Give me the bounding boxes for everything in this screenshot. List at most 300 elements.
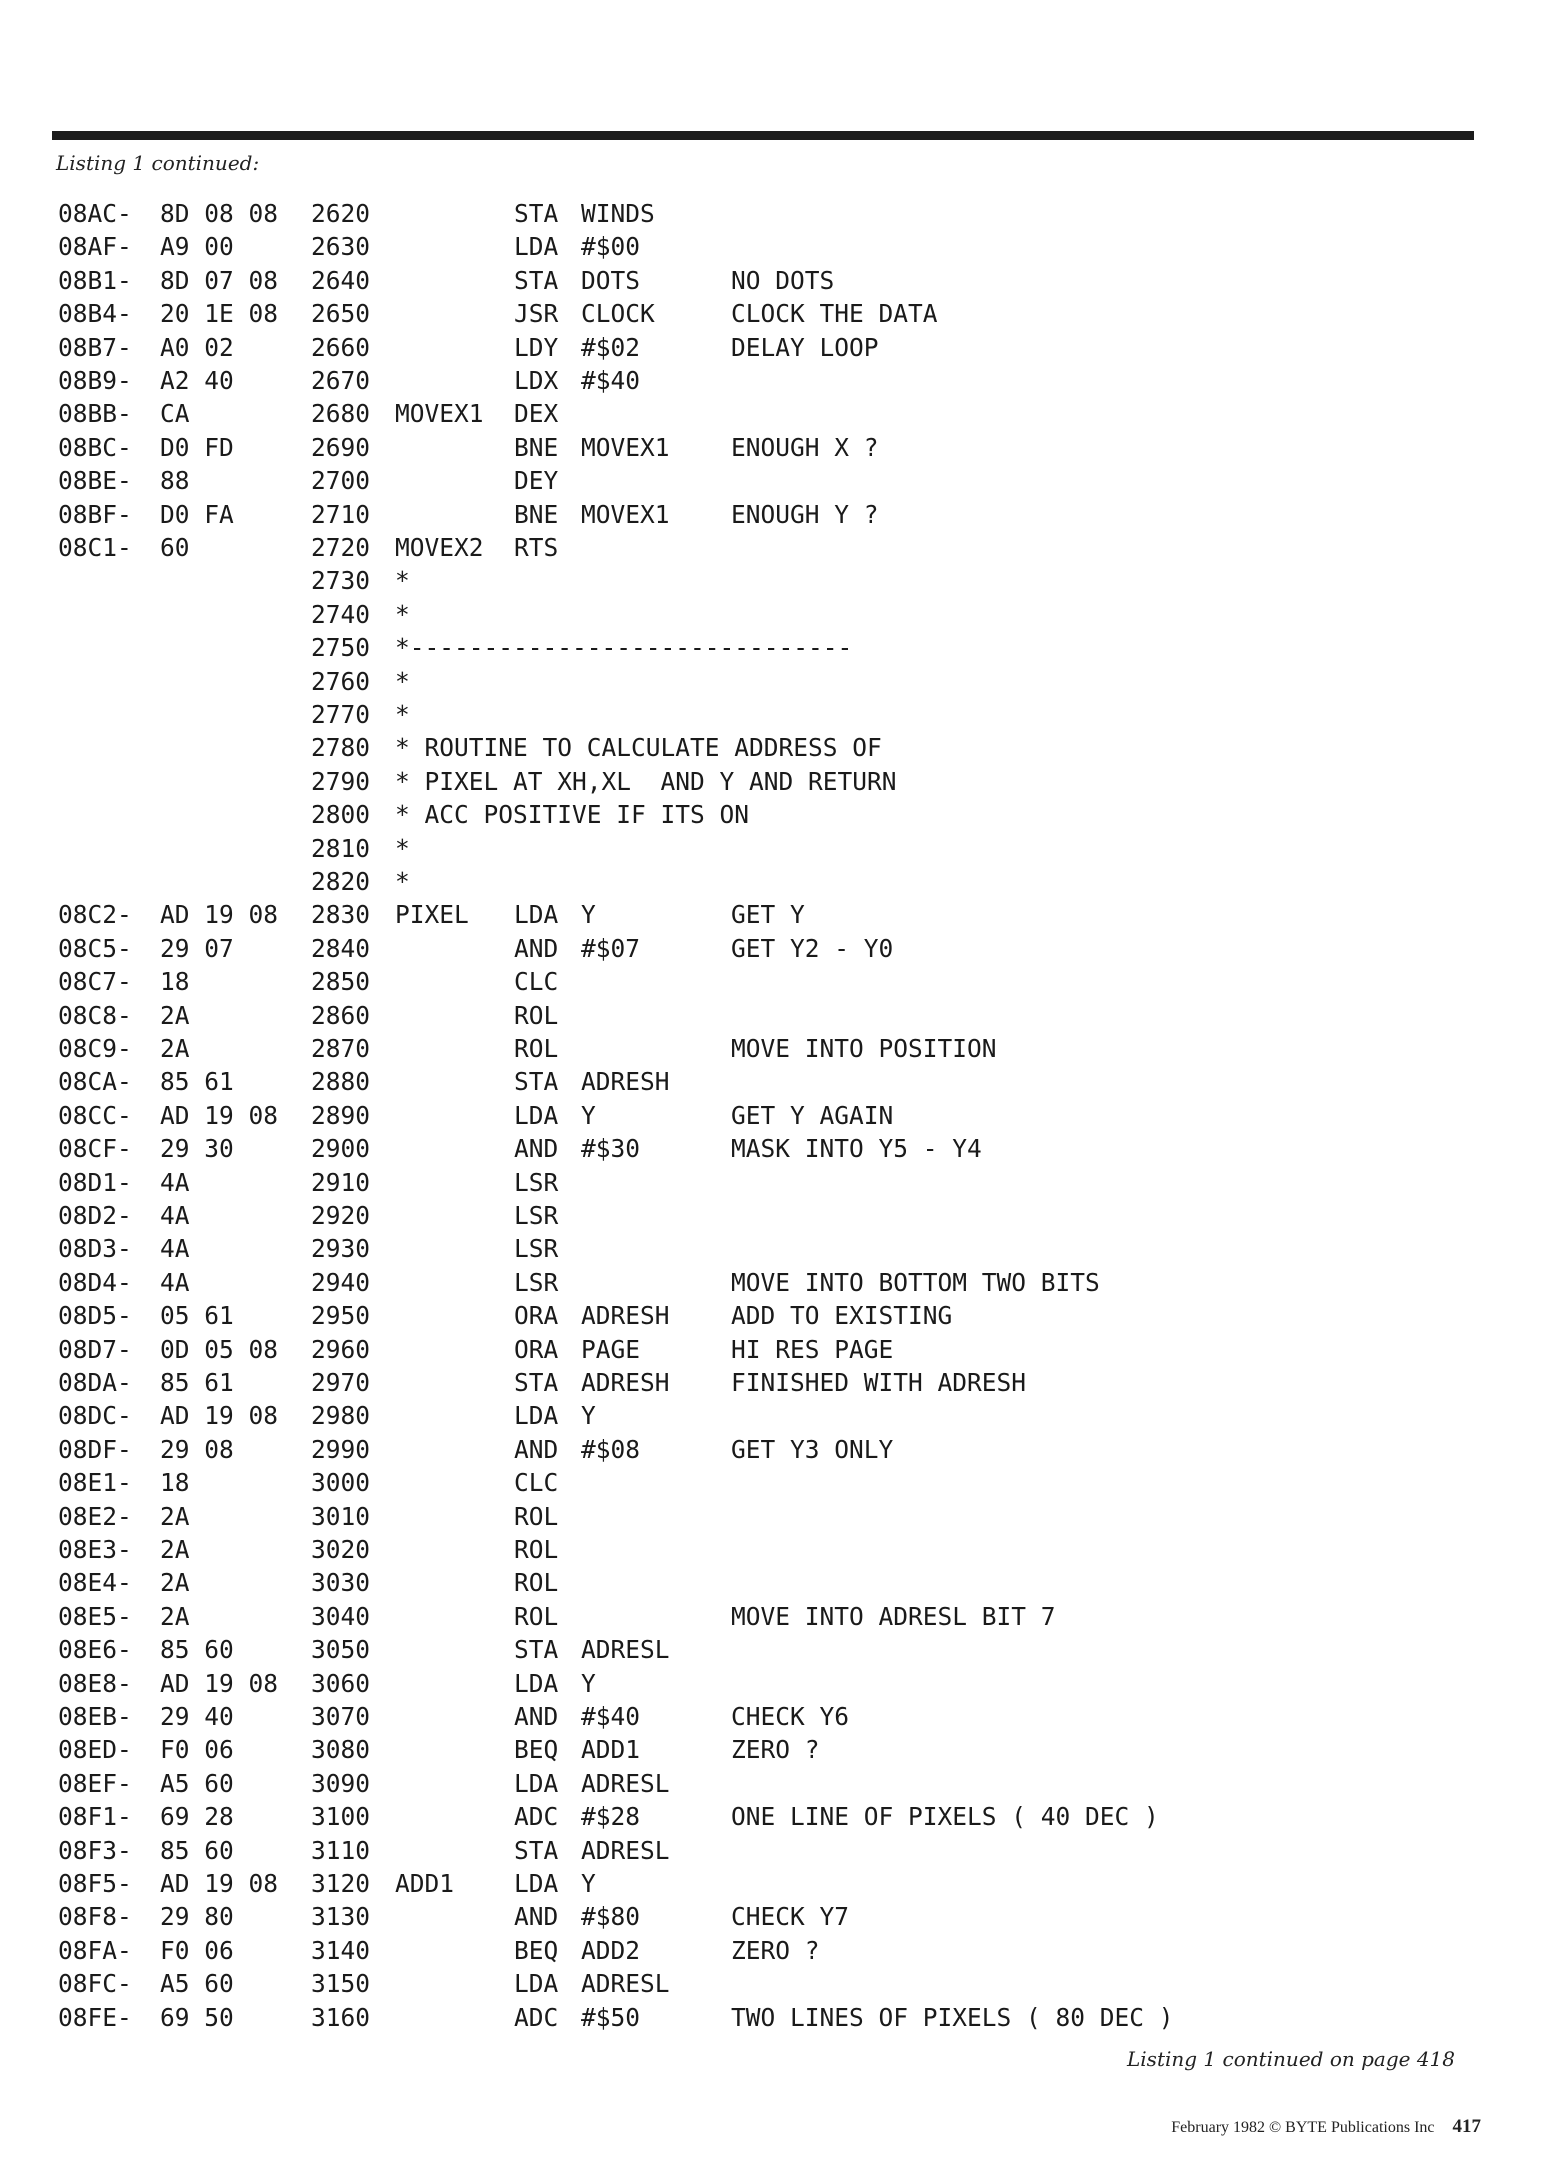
operand: Y — [581, 1669, 596, 1698]
address: 08F3- — [58, 1836, 132, 1865]
listing-line — [0, 1266, 1543, 1300]
object-bytes: 85 61 — [160, 1368, 234, 1397]
listing-line — [0, 1399, 1543, 1433]
line-number: 2750 — [311, 633, 371, 662]
opcode: LDA — [514, 1101, 559, 1130]
line-number: 2940 — [311, 1268, 371, 1297]
object-bytes: 8D 07 08 — [160, 266, 279, 295]
address: 08F5- — [58, 1869, 132, 1898]
line-number: 2930 — [311, 1234, 371, 1263]
comment: CLOCK THE DATA — [731, 299, 938, 328]
label: MOVEX2 — [395, 533, 484, 562]
opcode: ROL — [514, 1535, 559, 1564]
listing-line — [0, 431, 1543, 465]
listing-line — [0, 1366, 1543, 1400]
opcode: ORA — [514, 1335, 559, 1364]
object-bytes: AD 19 08 — [160, 1669, 279, 1698]
line-number: 3160 — [311, 2003, 371, 2032]
opcode: STA — [514, 266, 559, 295]
line-number: 3020 — [311, 1535, 371, 1564]
operand: CLOCK — [581, 299, 655, 328]
line-number: 2670 — [311, 366, 371, 395]
listing-line — [0, 1433, 1543, 1467]
address: 08E1- — [58, 1468, 132, 1497]
comment: HI RES PAGE — [731, 1335, 894, 1364]
comment: GET Y — [731, 900, 805, 929]
listing-line — [0, 1667, 1543, 1701]
listing-line — [0, 932, 1543, 966]
object-bytes: 18 — [160, 1468, 190, 1497]
address: 08FA- — [58, 1936, 132, 1965]
address: 08EF- — [58, 1769, 132, 1798]
comment: GET Y2 - Y0 — [731, 934, 894, 963]
address: 08BC- — [58, 433, 132, 462]
operand: ADD2 — [581, 1936, 641, 1965]
address: 08C9- — [58, 1034, 132, 1063]
opcode: LSR — [514, 1234, 559, 1263]
listing-line — [0, 2001, 1543, 2035]
line-number: 3120 — [311, 1869, 371, 1898]
listing-line — [0, 1633, 1543, 1667]
listing-line — [0, 865, 1543, 899]
object-bytes: 85 61 — [160, 1067, 234, 1096]
listing-line — [0, 598, 1543, 632]
line-number: 2960 — [311, 1335, 371, 1364]
listing-line — [0, 464, 1543, 498]
operand: ADRESH — [581, 1368, 670, 1397]
object-bytes: 4A — [160, 1268, 190, 1297]
object-bytes: 2A — [160, 1568, 190, 1597]
object-bytes: 69 28 — [160, 1802, 234, 1831]
object-bytes: 18 — [160, 967, 190, 996]
page-footer — [1171, 2116, 1481, 2138]
listing-line — [0, 397, 1543, 431]
opcode: CLC — [514, 1468, 559, 1497]
opcode: ROL — [514, 1602, 559, 1631]
opcode: BEQ — [514, 1735, 559, 1764]
comment: ENOUGH X ? — [731, 433, 879, 462]
source-text: * — [395, 834, 410, 863]
listing-line — [0, 1900, 1543, 1934]
opcode: LDX — [514, 366, 559, 395]
listing-line — [0, 264, 1543, 298]
listing-line — [0, 898, 1543, 932]
opcode: ADC — [514, 2003, 559, 2032]
listing-line — [0, 1065, 1543, 1099]
opcode: BNE — [514, 433, 559, 462]
listing-line — [0, 1600, 1543, 1634]
opcode: ADC — [514, 1802, 559, 1831]
address: 08E8- — [58, 1669, 132, 1698]
line-number: 2820 — [311, 867, 371, 896]
listing-line — [0, 765, 1543, 799]
operand: #$08 — [581, 1435, 641, 1464]
object-bytes: 29 07 — [160, 934, 234, 963]
object-bytes: 0D 05 08 — [160, 1335, 279, 1364]
line-number: 2850 — [311, 967, 371, 996]
address: 08D3- — [58, 1234, 132, 1263]
line-number: 3110 — [311, 1836, 371, 1865]
line-number: 2740 — [311, 600, 371, 629]
object-bytes: 29 80 — [160, 1902, 234, 1931]
listing-line — [0, 999, 1543, 1033]
object-bytes: 69 50 — [160, 2003, 234, 2032]
source-text: *------------------------------ — [395, 633, 853, 662]
object-bytes: AD 19 08 — [160, 1869, 279, 1898]
opcode: LDA — [514, 1869, 559, 1898]
operand: Y — [581, 1869, 596, 1898]
address: 08E6- — [58, 1635, 132, 1664]
object-bytes: 85 60 — [160, 1635, 234, 1664]
line-number: 2900 — [311, 1134, 371, 1163]
address: 08ED- — [58, 1735, 132, 1764]
object-bytes: 05 61 — [160, 1301, 234, 1330]
listing-line — [0, 1733, 1543, 1767]
address: 08D1- — [58, 1168, 132, 1197]
continued-note: Listing 1 continued on page 418 — [1127, 2047, 1455, 2071]
address: 08E4- — [58, 1568, 132, 1597]
comment: CHECK Y7 — [731, 1902, 850, 1931]
object-bytes: 20 1E 08 — [160, 299, 279, 328]
opcode: LDA — [514, 900, 559, 929]
address: 08D4- — [58, 1268, 132, 1297]
line-number: 2720 — [311, 533, 371, 562]
address: 08B7- — [58, 333, 132, 362]
opcode: JSR — [514, 299, 559, 328]
source-text: * — [395, 867, 410, 896]
listing-line — [0, 1700, 1543, 1734]
listing-line — [0, 331, 1543, 365]
listing-line — [0, 665, 1543, 699]
object-bytes: 29 30 — [160, 1134, 234, 1163]
operand: ADRESL — [581, 1969, 670, 1998]
opcode: DEX — [514, 399, 559, 428]
listing-line — [0, 1800, 1543, 1834]
line-number: 2810 — [311, 834, 371, 863]
opcode: ROL — [514, 1034, 559, 1063]
opcode: LSR — [514, 1268, 559, 1297]
line-number: 2970 — [311, 1368, 371, 1397]
operand: #$07 — [581, 934, 641, 963]
line-number: 2800 — [311, 800, 371, 829]
opcode: AND — [514, 1902, 559, 1931]
line-number: 2760 — [311, 667, 371, 696]
line-number: 3000 — [311, 1468, 371, 1497]
operand: #$02 — [581, 333, 641, 362]
opcode: LDY — [514, 333, 559, 362]
operand: #$40 — [581, 366, 641, 395]
object-bytes: 29 40 — [160, 1702, 234, 1731]
comment: ZERO ? — [731, 1735, 820, 1764]
object-bytes: F0 06 — [160, 1735, 234, 1764]
page-number: 417 — [1452, 2116, 1481, 2137]
listing-line — [0, 698, 1543, 732]
listing-line — [0, 1500, 1543, 1534]
object-bytes: A2 40 — [160, 366, 234, 395]
line-number: 2910 — [311, 1168, 371, 1197]
operand: Y — [581, 1401, 596, 1430]
comment: MOVE INTO POSITION — [731, 1034, 997, 1063]
address: 08D7- — [58, 1335, 132, 1364]
opcode: BNE — [514, 500, 559, 529]
label: PIXEL — [395, 900, 469, 929]
line-number: 3030 — [311, 1568, 371, 1597]
address: 08C8- — [58, 1001, 132, 1030]
opcode: LSR — [514, 1168, 559, 1197]
operand: #$28 — [581, 1802, 641, 1831]
listing-line — [0, 1466, 1543, 1500]
address: 08BB- — [58, 399, 132, 428]
line-number: 2640 — [311, 266, 371, 295]
object-bytes: A5 60 — [160, 1969, 234, 1998]
opcode: AND — [514, 1702, 559, 1731]
object-bytes: AD 19 08 — [160, 1401, 279, 1430]
object-bytes: AD 19 08 — [160, 1101, 279, 1130]
listing-line — [0, 631, 1543, 665]
operand: ADRESH — [581, 1067, 670, 1096]
listing-line — [0, 832, 1543, 866]
line-number: 2790 — [311, 767, 371, 796]
object-bytes: CA — [160, 399, 190, 428]
line-number: 2690 — [311, 433, 371, 462]
operand: #$80 — [581, 1902, 641, 1931]
object-bytes: A9 00 — [160, 232, 234, 261]
listing-line — [0, 1166, 1543, 1200]
line-number: 2990 — [311, 1435, 371, 1464]
line-number: 2780 — [311, 733, 371, 762]
opcode: CLC — [514, 967, 559, 996]
operand: #$00 — [581, 232, 641, 261]
object-bytes: 2A — [160, 1001, 190, 1030]
address: 08DA- — [58, 1368, 132, 1397]
operand: #$50 — [581, 2003, 641, 2032]
object-bytes: A5 60 — [160, 1769, 234, 1798]
opcode: LDA — [514, 1401, 559, 1430]
operand: #$40 — [581, 1702, 641, 1731]
address: 08D5- — [58, 1301, 132, 1330]
line-number: 2920 — [311, 1201, 371, 1230]
opcode: ROL — [514, 1502, 559, 1531]
object-bytes: 4A — [160, 1234, 190, 1263]
object-bytes: 4A — [160, 1201, 190, 1230]
source-text: * — [395, 566, 410, 595]
operand: WINDS — [581, 199, 655, 228]
line-number: 3130 — [311, 1902, 371, 1931]
object-bytes: 85 60 — [160, 1836, 234, 1865]
listing-line — [0, 1566, 1543, 1600]
comment: NO DOTS — [731, 266, 835, 295]
line-number: 2880 — [311, 1067, 371, 1096]
opcode: ROL — [514, 1568, 559, 1597]
object-bytes: 4A — [160, 1168, 190, 1197]
footer-text: February 1982 © BYTE Publications Inc — [1171, 2119, 1435, 2136]
line-number: 3150 — [311, 1969, 371, 1998]
address: 08FC- — [58, 1969, 132, 1998]
object-bytes: 2A — [160, 1602, 190, 1631]
address: 08CF- — [58, 1134, 132, 1163]
comment: DELAY LOOP — [731, 333, 879, 362]
object-bytes: 2A — [160, 1502, 190, 1531]
line-number: 3070 — [311, 1702, 371, 1731]
operand: ADRESL — [581, 1836, 670, 1865]
source-text: * — [395, 667, 410, 696]
address: 08B9- — [58, 366, 132, 395]
listing-line — [0, 1132, 1543, 1166]
address: 08C7- — [58, 967, 132, 996]
line-number: 3060 — [311, 1669, 371, 1698]
operand: Y — [581, 1101, 596, 1130]
opcode: BEQ — [514, 1936, 559, 1965]
listing-line — [0, 498, 1543, 532]
address: 08E5- — [58, 1602, 132, 1631]
address: 08E2- — [58, 1502, 132, 1531]
comment: ADD TO EXISTING — [731, 1301, 953, 1330]
source-text: * — [395, 600, 410, 629]
listing-line — [0, 1099, 1543, 1133]
address: 08C5- — [58, 934, 132, 963]
address: 08C2- — [58, 900, 132, 929]
listing-line — [0, 1967, 1543, 2001]
address: 08E3- — [58, 1535, 132, 1564]
opcode: STA — [514, 1836, 559, 1865]
address: 08D2- — [58, 1201, 132, 1230]
comment: MASK INTO Y5 - Y4 — [731, 1134, 982, 1163]
comment: ZERO ? — [731, 1936, 820, 1965]
opcode: LDA — [514, 1669, 559, 1698]
line-number: 3010 — [311, 1502, 371, 1531]
address: 08F1- — [58, 1802, 132, 1831]
object-bytes: 2A — [160, 1034, 190, 1063]
object-bytes: AD 19 08 — [160, 900, 279, 929]
address: 08CC- — [58, 1101, 132, 1130]
address: 08FE- — [58, 2003, 132, 2032]
listing-line — [0, 197, 1543, 231]
listing-line — [0, 297, 1543, 331]
address: 08F8- — [58, 1902, 132, 1931]
line-number: 3080 — [311, 1735, 371, 1764]
operand: PAGE — [581, 1335, 641, 1364]
listing-line — [0, 731, 1543, 765]
address: 08B1- — [58, 266, 132, 295]
object-bytes: D0 FD — [160, 433, 234, 462]
line-number: 2890 — [311, 1101, 371, 1130]
label: MOVEX1 — [395, 399, 484, 428]
address: 08C1- — [58, 533, 132, 562]
object-bytes: F0 06 — [160, 1936, 234, 1965]
opcode: STA — [514, 1368, 559, 1397]
operand: ADRESL — [581, 1635, 670, 1664]
address: 08BE- — [58, 466, 132, 495]
comment: GET Y AGAIN — [731, 1101, 894, 1130]
address: 08AF- — [58, 232, 132, 261]
address: 08B4- — [58, 299, 132, 328]
operand: ADD1 — [581, 1735, 641, 1764]
line-number: 3040 — [311, 1602, 371, 1631]
listing-line — [0, 1767, 1543, 1801]
listing-line — [0, 230, 1543, 264]
source-text: * PIXEL AT XH,XL AND Y AND RETURN — [395, 767, 897, 796]
source-text: * — [395, 700, 410, 729]
address: 08AC- — [58, 199, 132, 228]
operand: ADRESH — [581, 1301, 670, 1330]
comment: MOVE INTO BOTTOM TWO BITS — [731, 1268, 1100, 1297]
address: 08DC- — [58, 1401, 132, 1430]
line-number: 2860 — [311, 1001, 371, 1030]
address: 08EB- — [58, 1702, 132, 1731]
line-number: 2730 — [311, 566, 371, 595]
object-bytes: A0 02 — [160, 333, 234, 362]
line-number: 2830 — [311, 900, 371, 929]
listing-line — [0, 1199, 1543, 1233]
address: 08BF- — [58, 500, 132, 529]
opcode: LDA — [514, 1769, 559, 1798]
opcode: STA — [514, 1635, 559, 1664]
opcode: LSR — [514, 1201, 559, 1230]
comment: ENOUGH Y ? — [731, 500, 879, 529]
operand: MOVEX1 — [581, 433, 670, 462]
opcode: RTS — [514, 533, 559, 562]
listing-line — [0, 965, 1543, 999]
opcode: LDA — [514, 1969, 559, 1998]
line-number: 2620 — [311, 199, 371, 228]
comment: GET Y3 ONLY — [731, 1435, 894, 1464]
opcode: ROL — [514, 1001, 559, 1030]
opcode: STA — [514, 199, 559, 228]
line-number: 2840 — [311, 934, 371, 963]
opcode: AND — [514, 1134, 559, 1163]
listing-line — [0, 364, 1543, 398]
line-number: 2650 — [311, 299, 371, 328]
opcode: STA — [514, 1067, 559, 1096]
line-number: 2980 — [311, 1401, 371, 1430]
listing-line — [0, 1533, 1543, 1567]
line-number: 2950 — [311, 1301, 371, 1330]
listing-line — [0, 531, 1543, 565]
line-number: 3090 — [311, 1769, 371, 1798]
listing-line — [0, 1867, 1543, 1901]
listing-caption: Listing 1 continued: — [56, 151, 260, 175]
listing-line — [0, 1299, 1543, 1333]
line-number: 3100 — [311, 1802, 371, 1831]
line-number: 2710 — [311, 500, 371, 529]
opcode: AND — [514, 934, 559, 963]
operand: DOTS — [581, 266, 641, 295]
line-number: 2870 — [311, 1034, 371, 1063]
comment: ONE LINE OF PIXELS ( 40 DEC ) — [731, 1802, 1159, 1831]
source-text: * ROUTINE TO CALCULATE ADDRESS OF — [395, 733, 882, 762]
listing-line — [0, 1333, 1543, 1367]
opcode: AND — [514, 1435, 559, 1464]
operand: Y — [581, 900, 596, 929]
label: ADD1 — [395, 1869, 455, 1898]
listing-line — [0, 1232, 1543, 1266]
line-number: 2770 — [311, 700, 371, 729]
listing-line — [0, 1032, 1543, 1066]
comment: MOVE INTO ADRESL BIT 7 — [731, 1602, 1056, 1631]
operand: ADRESL — [581, 1769, 670, 1798]
object-bytes: 8D 08 08 — [160, 199, 279, 228]
source-text: * ACC POSITIVE IF ITS ON — [395, 800, 750, 829]
line-number: 3050 — [311, 1635, 371, 1664]
line-number: 3140 — [311, 1936, 371, 1965]
object-bytes: 88 — [160, 466, 190, 495]
line-number: 2700 — [311, 466, 371, 495]
opcode: ORA — [514, 1301, 559, 1330]
comment: CHECK Y6 — [731, 1702, 850, 1731]
object-bytes: D0 FA — [160, 500, 234, 529]
opcode: LDA — [514, 232, 559, 261]
listing-line — [0, 798, 1543, 832]
